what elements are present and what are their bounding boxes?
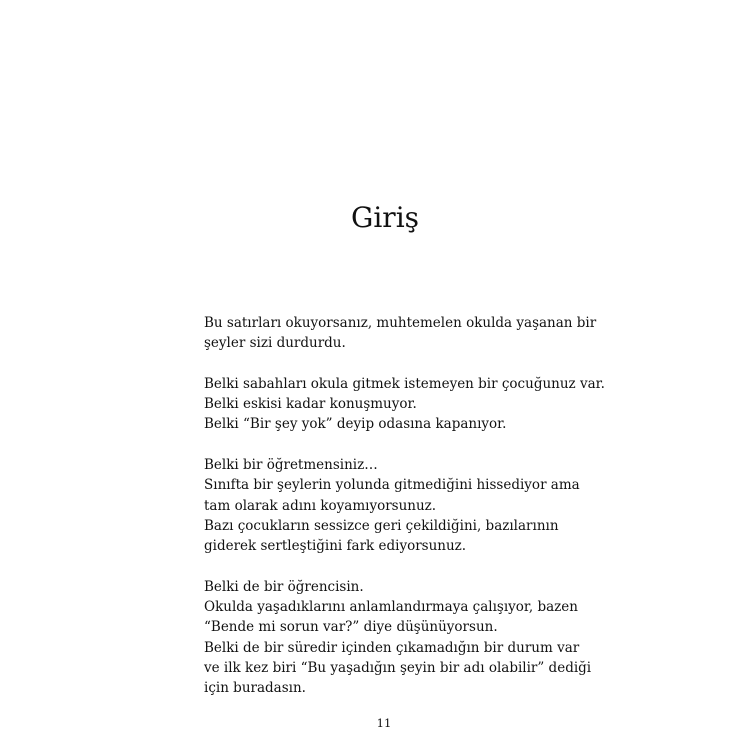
- text-line: için buradasın.: [204, 680, 306, 697]
- paragraph-2: [204, 374, 605, 435]
- page-number: 11: [376, 716, 392, 730]
- text-line: Belki de bir süredir içinden çıkamadığın bir durum var: [204, 639, 580, 656]
- text-line: Okulda yaşadıklarını anlamlandırmaya çalışıyor, bazen: [204, 599, 578, 616]
- paragraph-4: [204, 577, 592, 699]
- text-line: Belki sabahları okula gitmek istemeyen bir çocuğunuz var.: [204, 375, 605, 392]
- text-line: Bu satırları okuyorsanız, muhtemelen okulda yaşanan bir: [204, 315, 597, 331]
- chapter-title: Giriş: [350, 201, 420, 234]
- text-line: giderek sertleştiğini fark ediyorsunuz.: [204, 538, 467, 555]
- text-line: tam olarak adını koyamıyorsunuz.: [204, 497, 437, 514]
- text-line: Belki eskisi kadar konuşmuyor.: [204, 396, 417, 413]
- text-line: Sınıfta bir şeylerin yolunda gitmediğini hissediyor ama: [204, 477, 580, 494]
- paragraph-1: [204, 313, 597, 354]
- text-line: Bazı çocukların sessizce geri çekildiğini, bazılarının: [204, 517, 559, 534]
- text-line: “Bende mi sorun var?” diye düşünüyorsun.: [204, 619, 498, 636]
- text-line: Belki de bir öğrencisin.: [204, 578, 364, 595]
- body-text: [204, 313, 605, 699]
- paragraph-3: [204, 455, 584, 556]
- text-line: Belki “Bir şey yok” deyip odasına kapanıyor.: [204, 416, 507, 433]
- text-line: ve ilk kez biri “Bu yaşadığın şeyin bir adı olabilir” dediği: [204, 660, 592, 677]
- text-line: şeyler sizi durdurdu.: [204, 335, 346, 352]
- text-line: Belki bir öğretmensiniz…: [204, 457, 378, 474]
